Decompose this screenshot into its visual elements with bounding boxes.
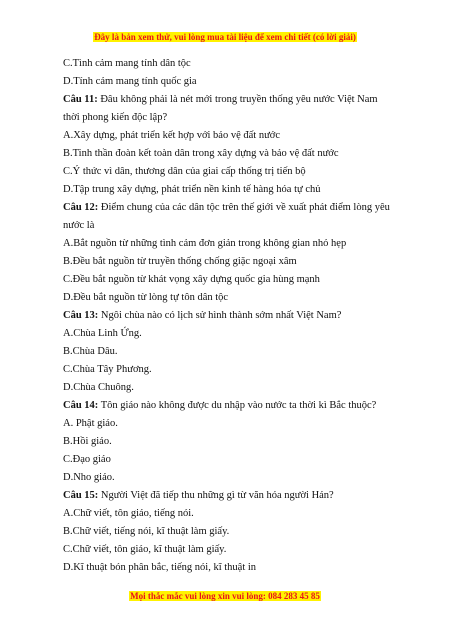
line-text: A.Chùa Linh Ứng.	[63, 328, 142, 339]
line-text: Đâu không phải là nét mới trong truyền thống yêu nước Việt Nam	[97, 94, 378, 105]
answer-line	[63, 55, 383, 73]
answer-line	[63, 523, 383, 541]
answer-line	[63, 433, 383, 451]
line-text: C.Đạo giáo	[63, 454, 111, 465]
answer-line	[63, 253, 383, 271]
line-text: B.Chùa Dâu.	[63, 346, 118, 357]
line-text: D.Đều bắt nguồn từ lòng tự tôn dân tộc	[63, 292, 229, 303]
question-number: Câu 12:	[63, 202, 99, 213]
line-text: A.Bắt nguồn từ những tình cảm đơn giản trong không gian nhỏ hẹp	[63, 238, 347, 249]
line-text: nước là	[63, 220, 95, 231]
question-number: Câu 11:	[63, 94, 98, 105]
answer-line	[63, 235, 383, 253]
answer-line	[63, 541, 383, 559]
line-text: D.Nho giáo.	[63, 472, 115, 483]
answer-line	[63, 181, 383, 199]
answer-line	[63, 361, 383, 379]
answer-line	[63, 109, 383, 127]
answer-line	[63, 379, 383, 397]
answer-line	[63, 163, 383, 181]
contact-notice-text: Mọi thắc mắc vui lòng xin vui lòng: 084 283 45 85	[130, 591, 320, 601]
answer-line	[63, 469, 383, 487]
answer-line	[63, 217, 383, 235]
answer-line	[63, 289, 383, 307]
answer-line	[63, 127, 383, 145]
question-number: Câu 14:	[63, 400, 99, 411]
line-text: C.Chùa Tây Phương.	[63, 364, 152, 375]
question-line	[63, 91, 383, 109]
line-text: D.Kĩ thuật bón phân bắc, tiếng nói, kĩ thuật in	[63, 562, 257, 573]
answer-line	[63, 415, 383, 433]
line-text: B.Hồi giáo.	[63, 436, 112, 447]
line-text: C.Chữ viết, tôn giáo, kĩ thuật làm giấy.	[63, 544, 227, 555]
line-text: Điểm chung của các dân tộc trên thế giới về xuất phát điểm lòng yêu	[98, 202, 390, 213]
line-text: Tôn giáo nào không được du nhập vào nước ta thời kì Bắc thuộc?	[98, 400, 377, 411]
answer-line	[63, 505, 383, 523]
line-text: B.Tinh thần đoàn kết toàn dân trong xây dựng và bảo vệ đất nước	[63, 148, 339, 159]
question-list	[63, 55, 390, 577]
preview-notice-banner	[0, 27, 450, 45]
answer-line	[63, 145, 383, 163]
line-text: D.Tập trung xây dựng, phát triển nền kinh tế hàng hóa tự chủ	[63, 184, 321, 195]
question-line	[63, 199, 390, 217]
answer-line	[63, 271, 383, 289]
question-number: Câu 13:	[63, 310, 99, 321]
line-text: A.Chữ viết, tôn giáo, tiếng nói.	[63, 508, 194, 519]
line-text: C.Đều bắt nguồn từ khát vọng xây dựng quốc gia hùng mạnh	[63, 274, 320, 285]
line-text: B.Chữ viết, tiếng nói, kĩ thuật làm giấy.	[63, 526, 230, 537]
question-line	[63, 307, 383, 325]
line-text: Ngôi chùa nào có lịch sử hình thành sớm nhất Việt Nam?	[98, 310, 342, 321]
question-line	[63, 397, 383, 415]
line-text: D.Chùa Chuông.	[63, 382, 134, 393]
line-text: D.Tính cảm mang tính quốc gia	[63, 76, 197, 87]
line-text: A.Xây dựng, phát triển kết hợp với bảo vệ đất nước	[63, 130, 280, 141]
line-text: C.Tình cảm mang tính dân tộc	[63, 58, 191, 69]
contact-notice-banner	[0, 586, 450, 604]
question-number: Câu 15:	[63, 490, 99, 501]
answer-line	[63, 325, 383, 343]
line-text: Người Việt đã tiếp thu những gì từ văn hóa người Hán?	[98, 490, 334, 501]
answer-line	[63, 451, 383, 469]
line-text: thời phong kiến độc lập?	[63, 112, 168, 123]
line-text: B.Đều bắt nguồn từ truyền thống chống giặc ngoại xâm	[63, 256, 297, 267]
answer-line	[63, 559, 383, 577]
line-text: C.Ý thức vì dân, thương dân của giai cấp thống trị tiến bộ	[63, 166, 306, 177]
answer-line	[63, 73, 383, 91]
question-line	[63, 487, 383, 505]
line-text: A. Phật giáo.	[63, 418, 118, 429]
preview-notice-text: Đây là bản xem thử, vui lòng mua tài liệu để xem chi tiết (có lời giải)	[94, 32, 356, 42]
answer-line	[63, 343, 383, 361]
